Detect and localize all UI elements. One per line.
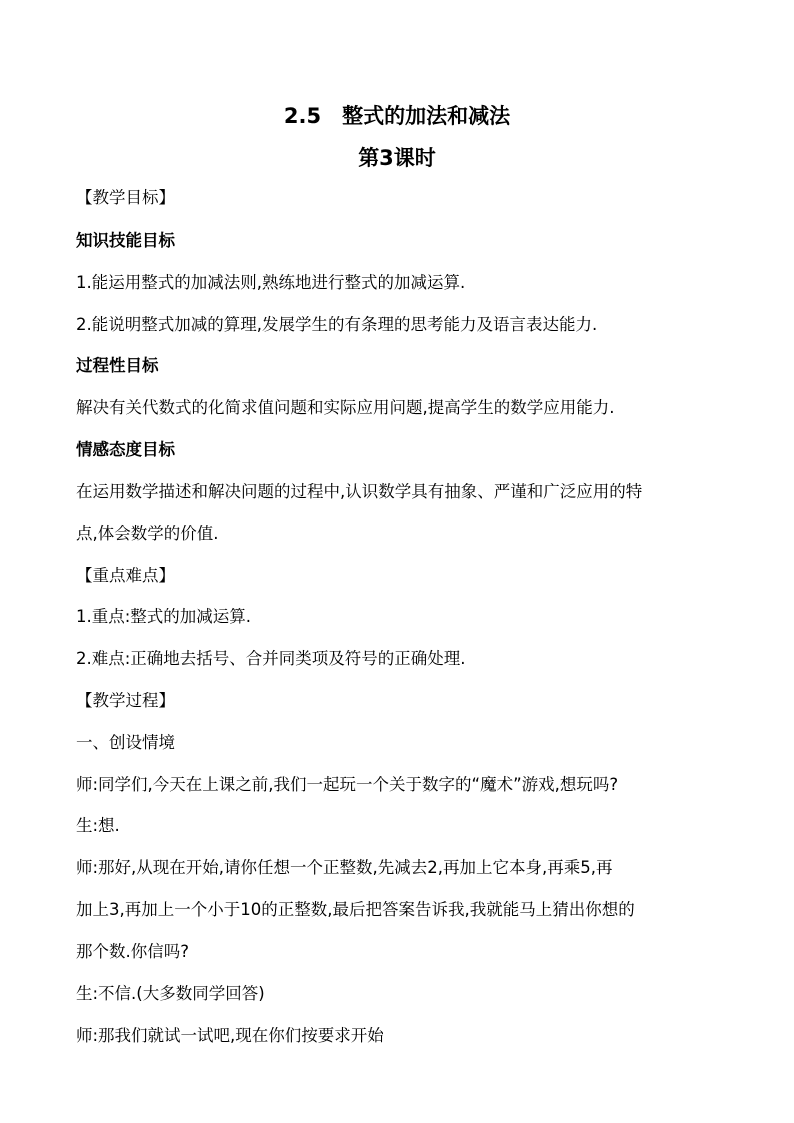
dialogue-line: 生:不信.(大多数同学回答) (76, 984, 265, 1003)
paragraph-line: 2.能说明整式加减的算理,发展学生的有条理的思考能力及语言表达能力. (76, 315, 598, 334)
paragraph-line: 1.重点:整式的加减运算. (76, 607, 252, 626)
paragraph-line: 在运用数学描述和解决问题的过程中,认识数学具有抽象、严谨和广泛应用的特 (76, 482, 643, 501)
document-subtitle: 第3课时 (358, 146, 436, 170)
section-heading-teaching-process: 【教学过程】 (76, 691, 175, 710)
paragraph-line: 2.难点:正确地去括号、合并同类项及符号的正确处理. (76, 649, 466, 668)
dialogue-line: 师:同学们,今天在上课之前,我们一起玩一个关于数字的“魔术”游戏,想玩吗? (76, 775, 619, 794)
paragraph-line: 1.能运用整式的加减法则,熟练地进行整式的加减运算. (76, 273, 466, 292)
section-heading-key-difficult-points: 【重点难点】 (76, 566, 175, 585)
subheading-emotional-attitude-objectives: 情感态度目标 (76, 440, 175, 459)
dialogue-line: 那个数.你信吗? (76, 942, 190, 961)
paragraph-line: 解决有关代数式的化简求值问题和实际应用问题,提高学生的数学应用能力. (76, 398, 615, 417)
subheading-knowledge-skill-objectives: 知识技能目标 (76, 231, 175, 250)
dialogue-line: 师:那我们就试一试吧,现在你们按要求开始 (76, 1026, 384, 1045)
dialogue-line: 生:想. (76, 816, 120, 835)
subheading-create-situation: 一、创设情境 (76, 733, 175, 752)
section-heading-teaching-objectives: 【教学目标】 (76, 188, 175, 207)
document-title: 2.5 整式的加法和减法 (283, 104, 511, 128)
paragraph-line: 点,体会数学的价值. (76, 524, 219, 543)
dialogue-line: 加上3,再加上一个小于10的正整数,最后把答案告诉我,我就能马上猜出你想的 (76, 900, 635, 919)
subheading-process-objectives: 过程性目标 (76, 356, 159, 375)
dialogue-line: 师:那好,从现在开始,请你任想一个正整数,先减去2,再加上它本身,再乘5,再 (76, 858, 613, 877)
